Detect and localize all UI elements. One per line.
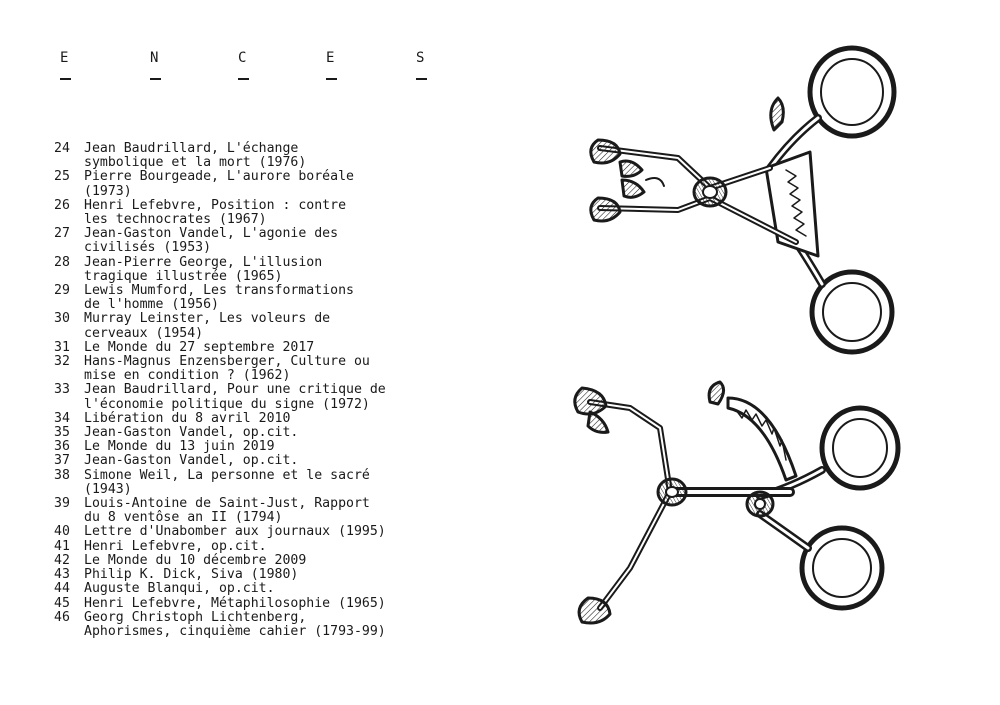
note-item	[54, 568, 434, 582]
mouth-gag-closed-drawing	[560, 30, 920, 360]
note-number: 43	[54, 567, 70, 583]
note-item	[54, 597, 434, 611]
note-number: 26	[54, 197, 70, 213]
heading-letter: S	[416, 50, 425, 66]
note-text: Murray Leinster, Les voleurs de cerveaux (1954)	[84, 311, 331, 341]
note-text: Jean Baudrillard, Pour une critique de l'économie politique du signe (1972)	[84, 382, 386, 412]
heading-underscore	[326, 78, 337, 80]
note-text: Jean Baudrillard, L'échange symbolique et la mort (1976)	[84, 141, 307, 171]
note-number: 41	[54, 538, 70, 554]
note-number: 46	[54, 609, 70, 625]
note-item	[54, 525, 434, 539]
note-number: 44	[54, 581, 70, 597]
note-number: 27	[54, 226, 70, 242]
heading-underscore	[416, 78, 427, 80]
note-item	[54, 554, 434, 568]
note-item	[54, 312, 434, 340]
heading-underscore	[60, 78, 71, 80]
section-heading	[58, 50, 438, 94]
note-item	[54, 497, 434, 525]
note-text: Louis-Antoine de Saint-Just, Rapport du 8 ventôse an II (1794)	[84, 496, 370, 526]
note-number: 34	[54, 410, 70, 426]
note-item	[54, 355, 434, 383]
note-item	[54, 611, 434, 639]
note-number: 28	[54, 254, 70, 270]
note-item	[54, 284, 434, 312]
note-number: 32	[54, 354, 70, 370]
note-number: 25	[54, 169, 70, 185]
note-number: 45	[54, 595, 70, 611]
note-text: Philip K. Dick, Siva (1980)	[84, 567, 299, 583]
note-item	[54, 227, 434, 255]
note-text: Jean-Gaston Vandel, op.cit.	[84, 425, 299, 441]
note-item	[54, 256, 434, 284]
note-item	[54, 383, 434, 411]
note-text: Georg Christoph Lichtenberg, Aphorismes, cinquième cahier (1793-99)	[84, 609, 386, 639]
notes-list	[54, 142, 434, 639]
heading-letter: C	[238, 50, 247, 66]
note-text: Le Monde du 10 décembre 2009	[84, 552, 307, 568]
mouth-gag-illustration-open	[560, 368, 920, 668]
note-number: 42	[54, 552, 70, 568]
note-text: Lewis Mumford, Les transformations de l'homme (1956)	[84, 283, 354, 313]
note-number: 31	[54, 339, 70, 355]
heading-underscore	[238, 78, 249, 80]
note-item	[54, 469, 434, 497]
note-number: 39	[54, 496, 70, 512]
note-number: 30	[54, 311, 70, 327]
note-text: Henri Lefebvre, Métaphilosophie (1965)	[84, 595, 386, 611]
note-text: Auguste Blanqui, op.cit.	[84, 581, 275, 597]
note-number: 36	[54, 439, 70, 455]
note-number: 29	[54, 283, 70, 299]
note-number: 38	[54, 467, 70, 483]
note-text: Jean-Gaston Vandel, op.cit.	[84, 453, 299, 469]
note-item	[54, 440, 434, 454]
note-item	[54, 199, 434, 227]
note-item	[54, 582, 434, 596]
note-number: 33	[54, 382, 70, 398]
note-text: Jean-Pierre George, L'illusion tragique illustrée (1965)	[84, 254, 323, 284]
note-item	[54, 540, 434, 554]
note-text: Le Monde du 13 juin 2019	[84, 439, 275, 455]
heading-letter: E	[326, 50, 335, 66]
note-item	[54, 412, 434, 426]
note-number: 37	[54, 453, 70, 469]
note-text: Henri Lefebvre, op.cit.	[84, 538, 267, 554]
heading-letter: N	[150, 50, 159, 66]
heading-underscore	[150, 78, 161, 80]
note-number: 35	[54, 425, 70, 441]
note-text: Le Monde du 27 septembre 2017	[84, 339, 315, 355]
note-item	[54, 142, 434, 170]
note-text: Libération du 8 avril 2010	[84, 410, 291, 426]
note-item	[54, 426, 434, 440]
note-item	[54, 170, 434, 198]
note-number: 24	[54, 141, 70, 156]
note-number: 40	[54, 524, 70, 540]
note-item	[54, 454, 434, 468]
mouth-gag-illustration-closed	[560, 30, 920, 360]
note-text: Pierre Bourgeade, L'aurore boréale (1973)	[84, 169, 354, 199]
note-item	[54, 341, 434, 355]
note-text: Lettre d'Unabomber aux journaux (1995)	[84, 524, 386, 540]
mouth-gag-open-drawing	[560, 368, 920, 668]
note-text: Jean-Gaston Vandel, L'agonie des civilisés (1953)	[84, 226, 339, 256]
note-text: Simone Weil, La personne et le sacré (1943)	[84, 467, 370, 497]
heading-letter: E	[60, 50, 69, 66]
note-text: Henri Lefebvre, Position : contre les technocrates (1967)	[84, 197, 347, 228]
note-text: Hans-Magnus Enzensberger, Culture ou mise en condition ? (1962)	[84, 354, 370, 384]
